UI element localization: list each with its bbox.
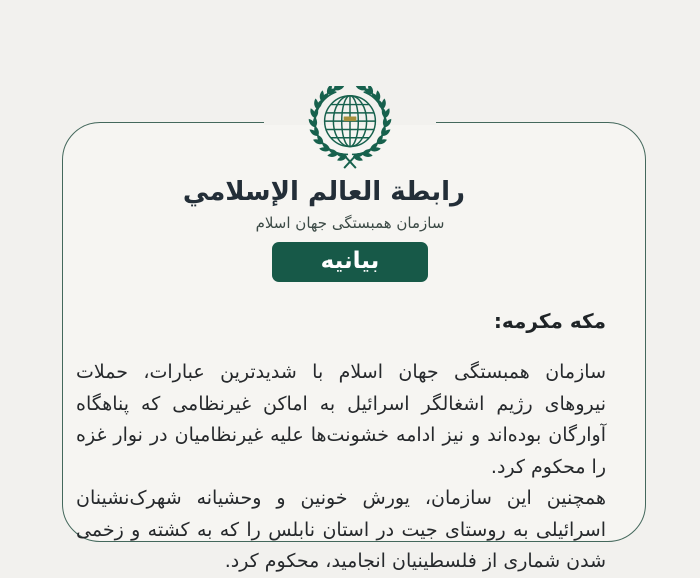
org-name-arabic-calligraphy: رابطة العالم الإسلامي: [182, 177, 465, 207]
org-name-persian: سازمان همبستگی جهان اسلام: [255, 214, 445, 232]
statement-body: [76, 357, 606, 578]
gold-band: [344, 116, 357, 121]
paragraph: همچنین این سازمان، یورش خونین و وحشیانه شهرک‌نشینان اسرائیلی به روستای جیت در استان نابلس را که به کشته و زخمی شدن شماری از فلسطینیان انجامید، محکوم کرد.: [76, 487, 606, 572]
paragraph: سازمان همبستگی جهان اسلام با شدیدترین عبارات، حملات نیروهای رژیم اشغالگر اسرائیل به اماکن غیرنظامی که پناهگاه آوارگان بوده‌اند و نیز ادامه خشونت‌ها علیه غیرنظامیان در نوار غزه را محکوم کرد.: [76, 361, 606, 478]
statement-content: [62, 122, 646, 578]
statement-badge: بیانیه: [272, 242, 428, 282]
dateline-heading: مکه مکرمه:: [493, 309, 606, 333]
